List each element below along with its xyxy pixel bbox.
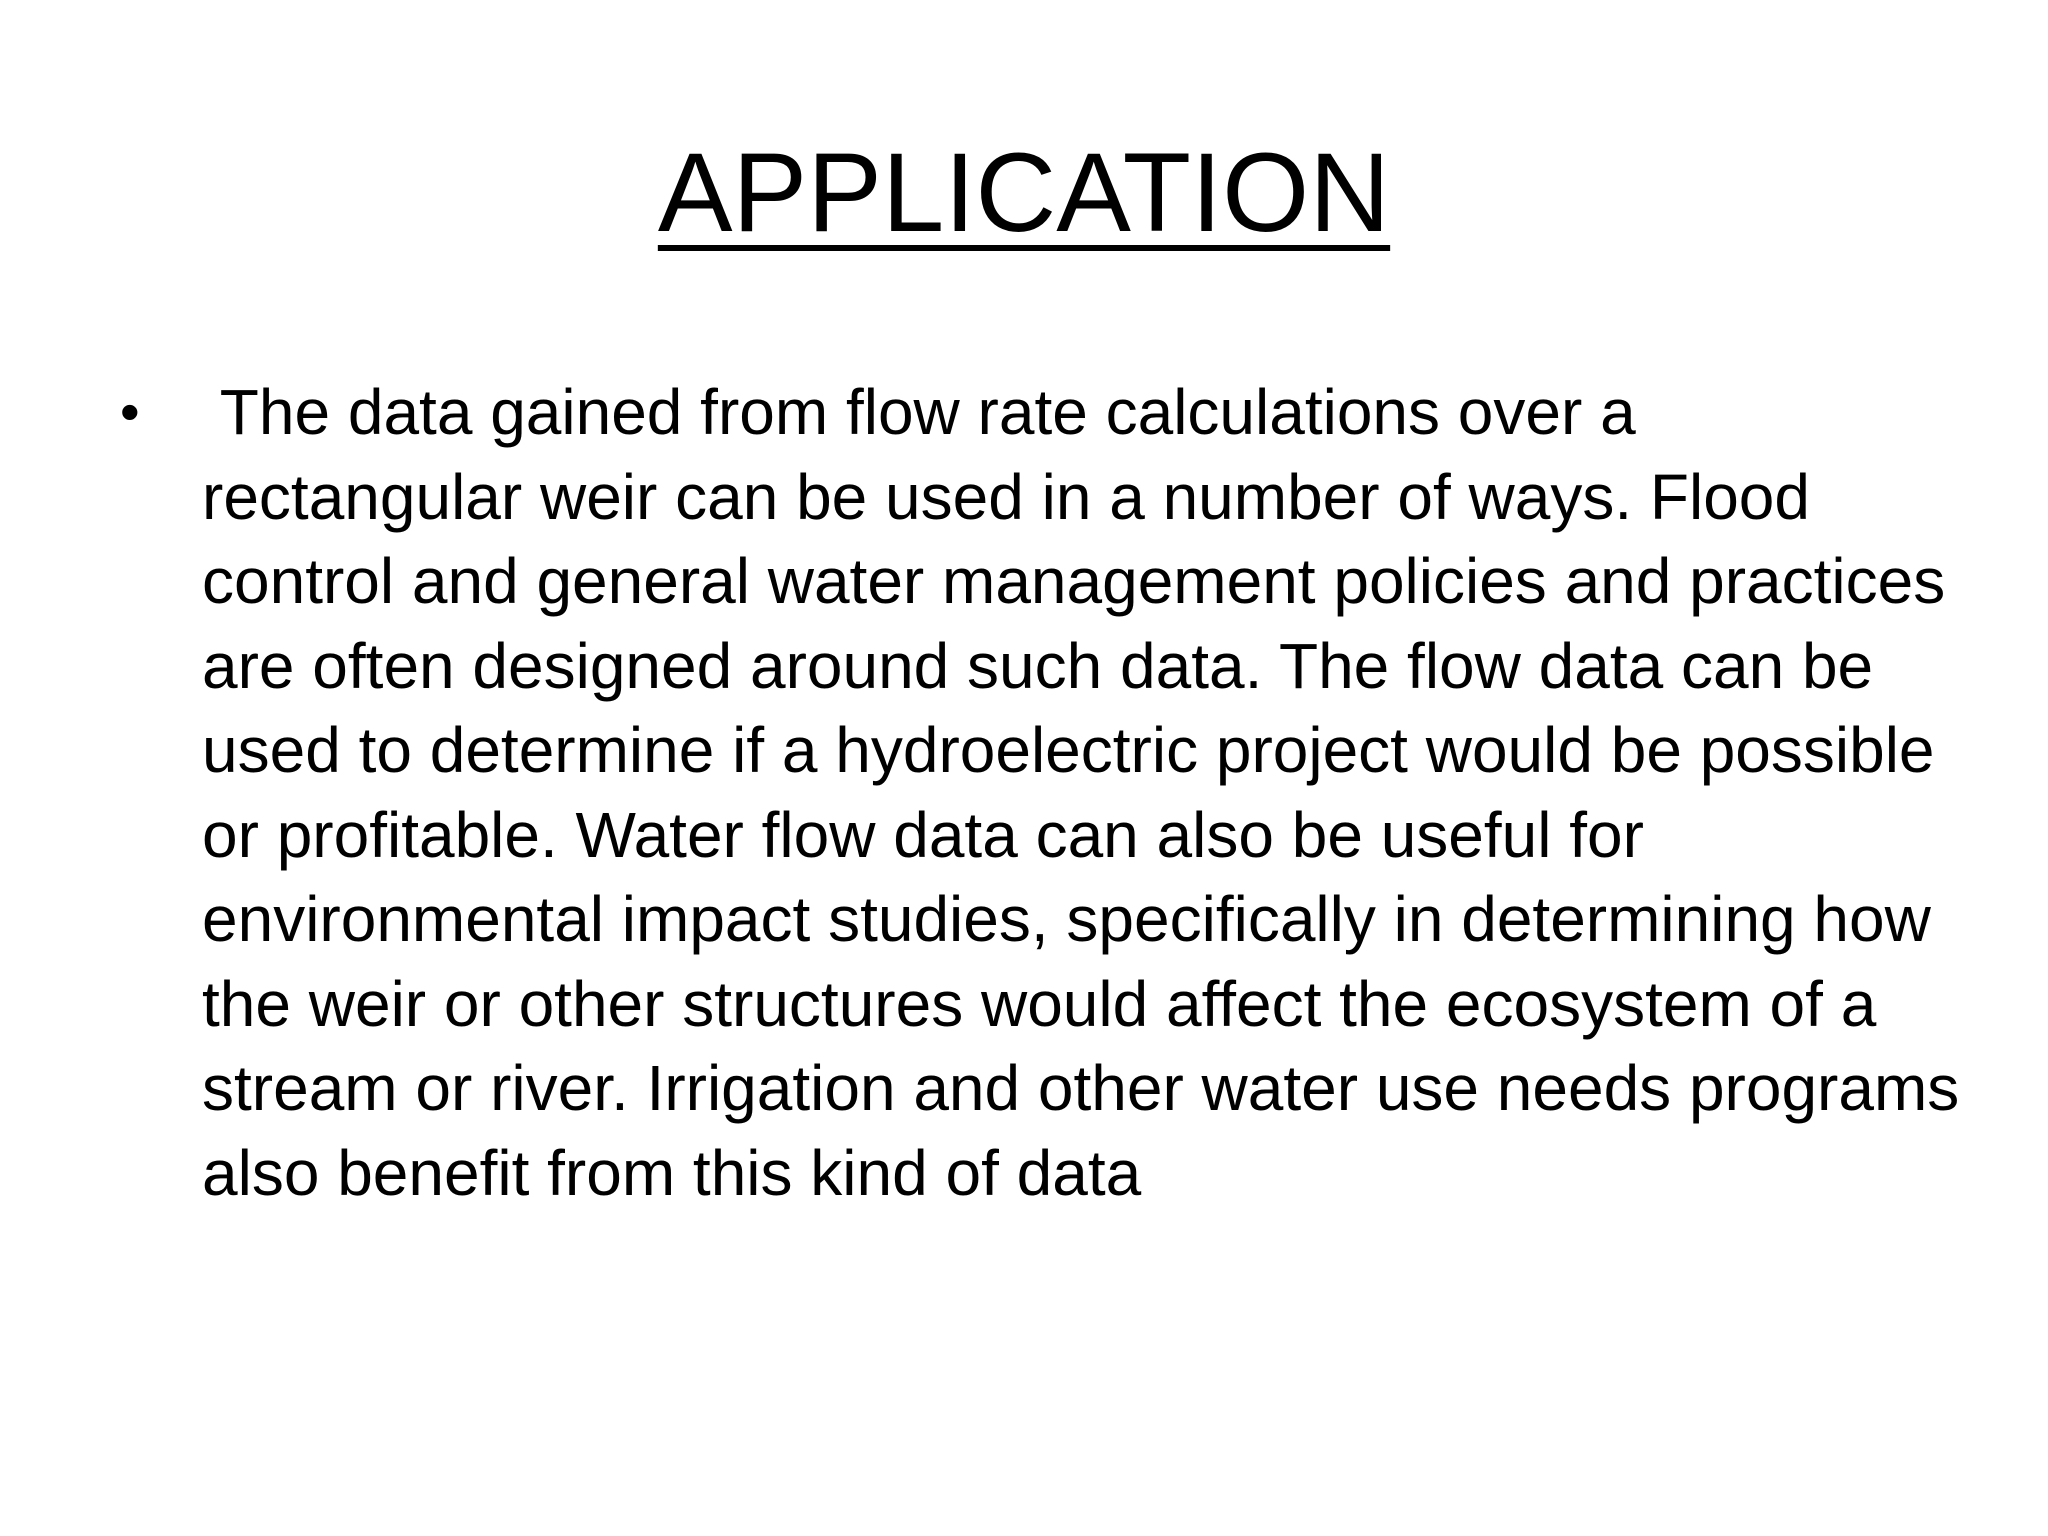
slide-title bbox=[0, 128, 2048, 258]
bullet-item bbox=[120, 370, 1978, 1215]
slide-title-text: APPLICATION bbox=[657, 130, 1391, 255]
bullet-list bbox=[120, 370, 1978, 1215]
bullet-dot-icon: • bbox=[120, 380, 140, 443]
bullet-text: The data gained from flow rate calculations over a rectangular weir can be used in a number of ways. Flood control and general water management policies and practices are often designed around such data. The flow data can be used to determine if a hydroelectric project would be possible or profitable. Water flow data can also be useful for environmental impact studies, specifically in determining how the weir or other structures would affect the ecosystem of a stream or river. Irrigation and other water use needs programs also benefit from this kind of data bbox=[202, 376, 1978, 1209]
